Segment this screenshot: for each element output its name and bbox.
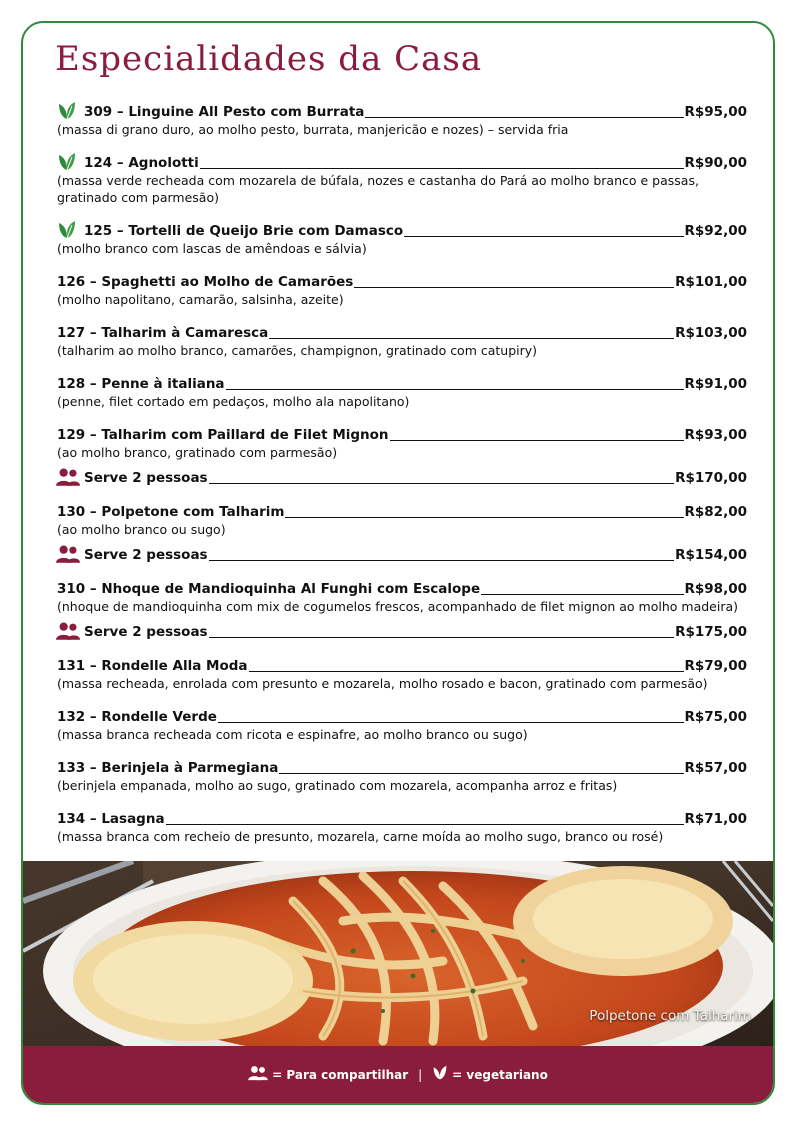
serve-price: R$154,00 xyxy=(675,547,747,563)
leaf-icon xyxy=(56,152,78,172)
serve-label: Serve 2 pessoas xyxy=(84,547,208,563)
menu-item-name: 134 – Lasagna xyxy=(57,811,165,827)
menu-item-price: R$75,00 xyxy=(684,709,747,725)
menu-item-row xyxy=(57,706,747,726)
menu-item-row xyxy=(57,101,747,121)
dotted-leader xyxy=(365,116,683,118)
serve-price: R$175,00 xyxy=(675,624,747,640)
menu-item-price: R$90,00 xyxy=(684,155,747,171)
menu-item-row xyxy=(57,655,747,675)
menu-item-description: (ao molho branco ou sugo) xyxy=(57,522,226,537)
menu-item xyxy=(57,152,747,206)
menu-item xyxy=(57,655,747,692)
serve-row xyxy=(57,621,747,641)
menu-item-name: 309 – Linguine All Pesto com Burrata xyxy=(84,104,365,120)
menu-item-row xyxy=(57,152,747,172)
serve-row xyxy=(57,467,747,487)
menu-item xyxy=(57,322,747,359)
dotted-leader xyxy=(166,823,684,825)
menu-item-description: (massa di grano duro, ao molho pesto, burrata, manjericão e nozes) – servida fria xyxy=(57,122,569,137)
menu-item-description: (ao molho branco, gratinado com parmesão) xyxy=(57,445,338,460)
menu-item-row xyxy=(57,322,747,342)
legend-veg-label: = vegetariano xyxy=(452,1067,548,1082)
menu-item-name: 130 – Polpetone com Talharim xyxy=(57,504,285,520)
page-title: Especialidades da Casa xyxy=(55,39,483,79)
menu-item-description: (molho napolitano, camarão, salsinha, azeite) xyxy=(57,292,344,307)
dotted-leader xyxy=(285,516,683,518)
menu-item-name: 126 – Spaghetti ao Molho de Camarões xyxy=(57,274,354,290)
dotted-leader xyxy=(279,772,683,774)
photo-caption: Polpetone com Talharim xyxy=(589,1008,751,1024)
dotted-leader xyxy=(481,593,683,595)
menu-list xyxy=(57,101,747,859)
menu-item-row xyxy=(57,757,747,777)
menu-item-description: (penne, filet cortado em pedaços, molho ala napolitano) xyxy=(57,394,410,409)
dish-photo xyxy=(23,861,773,1046)
menu-item xyxy=(57,424,747,487)
menu-item-price: R$98,00 xyxy=(684,581,747,597)
people-icon xyxy=(56,544,78,564)
menu-item-name: 124 – Agnolotti xyxy=(84,155,199,171)
people-icon xyxy=(56,621,78,641)
menu-item-row xyxy=(57,578,747,598)
menu-item-price: R$92,00 xyxy=(684,223,747,239)
people-icon xyxy=(248,1065,268,1084)
menu-item-name: 125 – Tortelli de Queijo Brie com Damasco xyxy=(84,223,404,239)
dotted-leader xyxy=(269,337,674,339)
menu-item-description: (talharim ao molho branco, camarões, champignon, gratinado com catupiry) xyxy=(57,343,538,358)
menu-item xyxy=(57,373,747,410)
menu-item-row xyxy=(57,271,747,291)
menu-item-price: R$95,00 xyxy=(684,104,747,120)
menu-item-price: R$103,00 xyxy=(675,325,747,341)
legend-footer xyxy=(23,1046,773,1103)
menu-item xyxy=(57,101,747,138)
menu-item xyxy=(57,220,747,257)
people-icon xyxy=(56,467,78,487)
dotted-leader xyxy=(390,439,684,441)
dotted-leader xyxy=(249,670,684,672)
dotted-leader xyxy=(354,286,674,288)
menu-item-description: (massa branca recheada com ricota e espinafre, ao molho branco ou sugo) xyxy=(57,727,528,742)
menu-item xyxy=(57,578,747,641)
dotted-leader xyxy=(209,559,675,561)
menu-item-name: 132 – Rondelle Verde xyxy=(57,709,217,725)
menu-item-description: (nhoque de mandioquinha com mix de cogumelos frescos, acompanhado de filet mignon ao molho madeira) xyxy=(57,599,738,614)
dotted-leader xyxy=(218,721,684,723)
menu-card xyxy=(21,21,775,1105)
menu-item-price: R$91,00 xyxy=(684,376,747,392)
dotted-leader xyxy=(226,388,684,390)
menu-item-name: 127 – Talharim à Camaresca xyxy=(57,325,269,341)
menu-item-row xyxy=(57,424,747,444)
menu-item-price: R$82,00 xyxy=(684,504,747,520)
serve-price: R$170,00 xyxy=(675,470,747,486)
menu-item-price: R$71,00 xyxy=(684,811,747,827)
menu-item-row xyxy=(57,501,747,521)
menu-item-price: R$93,00 xyxy=(684,427,747,443)
leaf-icon xyxy=(432,1065,448,1084)
menu-item xyxy=(57,271,747,308)
serve-label: Serve 2 pessoas xyxy=(84,470,208,486)
leaf-icon xyxy=(56,220,78,240)
menu-item xyxy=(57,706,747,743)
menu-item-name: 129 – Talharim com Paillard de Filet Mignon xyxy=(57,427,389,443)
legend-share-label: = Para compartilhar xyxy=(272,1067,409,1082)
menu-item-name: 310 – Nhoque de Mandioquinha Al Funghi com Escalope xyxy=(57,581,481,597)
menu-item-row xyxy=(57,808,747,828)
menu-item-price: R$57,00 xyxy=(684,760,747,776)
leaf-icon xyxy=(56,101,78,121)
menu-item-description: (massa branca com recheio de presunto, mozarela, carne moída ao molho sugo, branco ou rosé) xyxy=(57,829,664,844)
menu-item xyxy=(57,757,747,794)
menu-item-description: (molho branco com lascas de amêndoas e sálvia) xyxy=(57,241,367,256)
dotted-leader xyxy=(209,636,675,638)
menu-item-name: 131 – Rondelle Alla Moda xyxy=(57,658,248,674)
dotted-leader xyxy=(209,482,675,484)
menu-item-description: (berinjela empanada, molho ao sugo, gratinado com mozarela, acompanha arroz e fritas) xyxy=(57,778,618,793)
menu-item-description: (massa recheada, enrolada com presunto e mozarela, molho rosado e bacon, gratinado com parmesão) xyxy=(57,676,708,691)
menu-item-price: R$101,00 xyxy=(675,274,747,290)
menu-item-row xyxy=(57,220,747,240)
serve-row xyxy=(57,544,747,564)
menu-item-description: (massa verde recheada com mozarela de búfala, nozes e castanha do Pará ao molho branco e passas, gratinado com parmesão) xyxy=(57,173,699,205)
menu-item-price: R$79,00 xyxy=(684,658,747,674)
legend-separator: | xyxy=(418,1067,423,1082)
menu-item xyxy=(57,501,747,564)
serve-label: Serve 2 pessoas xyxy=(84,624,208,640)
menu-item-row xyxy=(57,373,747,393)
dotted-leader xyxy=(200,167,684,169)
dotted-leader xyxy=(404,235,683,237)
menu-item-name: 133 – Berinjela à Parmegiana xyxy=(57,760,279,776)
menu-item xyxy=(57,808,747,845)
menu-item-name: 128 – Penne à italiana xyxy=(57,376,225,392)
